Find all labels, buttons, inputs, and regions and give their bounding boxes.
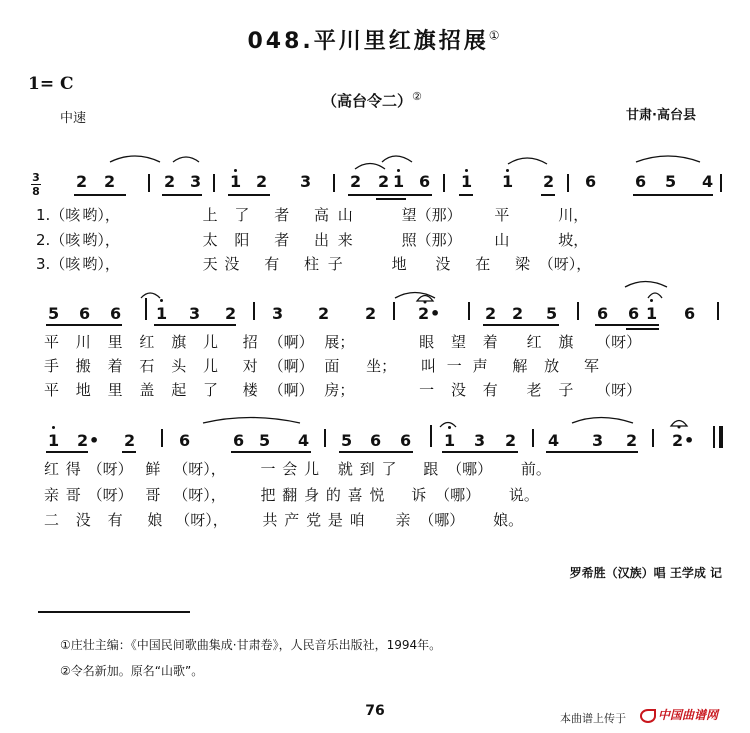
verse-2: 2.（咳 哟）， 太 阳 者 出 来 照（那） 山 坡，: [36, 231, 589, 249]
page-number: 76: [365, 703, 385, 719]
note: 4: [298, 431, 310, 450]
watermark-logo: 中国曲谱网: [640, 706, 718, 723]
verse-3: 3.（咳 哟）， 天 没 有 柱 子 地 没 在 梁 （呀），: [36, 255, 592, 273]
note: 1: [444, 431, 456, 450]
augmentation-dot: •: [430, 304, 441, 323]
time-signature: 3 8: [32, 171, 40, 198]
note: 2: [350, 172, 362, 191]
note: 1: [156, 304, 168, 323]
note: 2: [76, 172, 88, 191]
note: 2: [485, 304, 497, 323]
note: 6: [684, 304, 696, 323]
note: 6: [419, 172, 431, 191]
note: 6: [370, 431, 382, 450]
performer-credit: 罗希胜（汉族）唱 王学成 记: [569, 566, 722, 580]
note: 2: [378, 172, 390, 191]
note: 2: [77, 431, 89, 450]
note: 2: [672, 431, 684, 450]
verse-3: 平 地 里 盖 起 了 楼 （啊） 房； 一 没 有 老 子 （呀）: [44, 381, 642, 399]
note: 2: [626, 431, 638, 450]
note: 2: [225, 304, 237, 323]
note: 3: [474, 431, 486, 450]
region-label: 甘肃·高台县: [626, 108, 696, 123]
note: 2: [365, 304, 377, 323]
note: 5: [665, 172, 677, 191]
note: 1: [646, 304, 658, 323]
note: 6: [585, 172, 597, 191]
note: 6: [233, 431, 245, 450]
note: 6: [628, 304, 640, 323]
note: 5: [259, 431, 271, 450]
note: 6: [400, 431, 412, 450]
note: 3: [272, 304, 284, 323]
footnote-2: ②令名新加。原名“山歌”。: [60, 664, 204, 678]
note: 2: [104, 172, 116, 191]
note: 1: [230, 172, 242, 191]
note: 5: [341, 431, 353, 450]
note: 1: [502, 172, 514, 191]
augmentation-dot: •: [89, 431, 100, 450]
augmentation-dot: •: [684, 431, 695, 450]
note: 4: [548, 431, 560, 450]
note: 1: [461, 172, 473, 191]
note: 2: [318, 304, 330, 323]
note: 3: [189, 304, 201, 323]
note: 5: [48, 304, 60, 323]
note: 5: [546, 304, 558, 323]
footnote-1: ①庄壮主编：《中国民间歌曲集成·甘肃卷》，人民音乐出版社，1994年。: [60, 638, 442, 652]
key-signature: 1= C: [28, 74, 74, 94]
tempo-marking: 中速: [60, 111, 87, 126]
note: 3: [592, 431, 604, 450]
note: 6: [179, 431, 191, 450]
verse-2: 亲 哥 （呀） 哥 （呀）， 把 翻 身 的 喜 悦 诉 （哪） 说。: [44, 486, 539, 504]
note: 4: [702, 172, 714, 191]
note: 6: [635, 172, 647, 191]
footnote-divider: [38, 611, 190, 613]
verse-1: 平 川 里 红 旗 儿 招 （啊） 展； 眼 望 着 红 旗 （呀）: [44, 333, 642, 351]
note: 3: [190, 172, 202, 191]
logo-icon: [640, 709, 656, 723]
note: 2: [418, 304, 430, 323]
verse-1: 1.（咳 哟）， 上 了 者 高 山 望（那） 平 川，: [36, 206, 589, 224]
note: 6: [110, 304, 122, 323]
note: 2: [124, 431, 136, 450]
note: 2: [256, 172, 268, 191]
note: 6: [597, 304, 609, 323]
watermark-text: 本曲谱上传于: [560, 712, 626, 725]
note: 2: [512, 304, 524, 323]
note: 1: [48, 431, 60, 450]
song-title: 048.平川里红旗招展①: [247, 28, 503, 54]
note: 6: [79, 304, 91, 323]
note: 2: [543, 172, 555, 191]
note: 2: [505, 431, 517, 450]
note: 2: [164, 172, 176, 191]
verse-2: 手 搬 着 石 头 儿 对 （啊） 面 坐； 叫 一 声 解 放 军: [44, 357, 599, 375]
note: 1: [393, 172, 405, 191]
note: 3: [300, 172, 312, 191]
verse-1: 红 得 （呀） 鲜 （呀）， 一 会 儿 就 到 了 跟 （哪） 前。: [44, 460, 551, 478]
song-subtitle: （高台令二）②: [322, 90, 422, 110]
verse-3: 二 没 有 娘 （呀）， 共 产 党 是 咱 亲 （哪） 娘。: [44, 511, 524, 529]
